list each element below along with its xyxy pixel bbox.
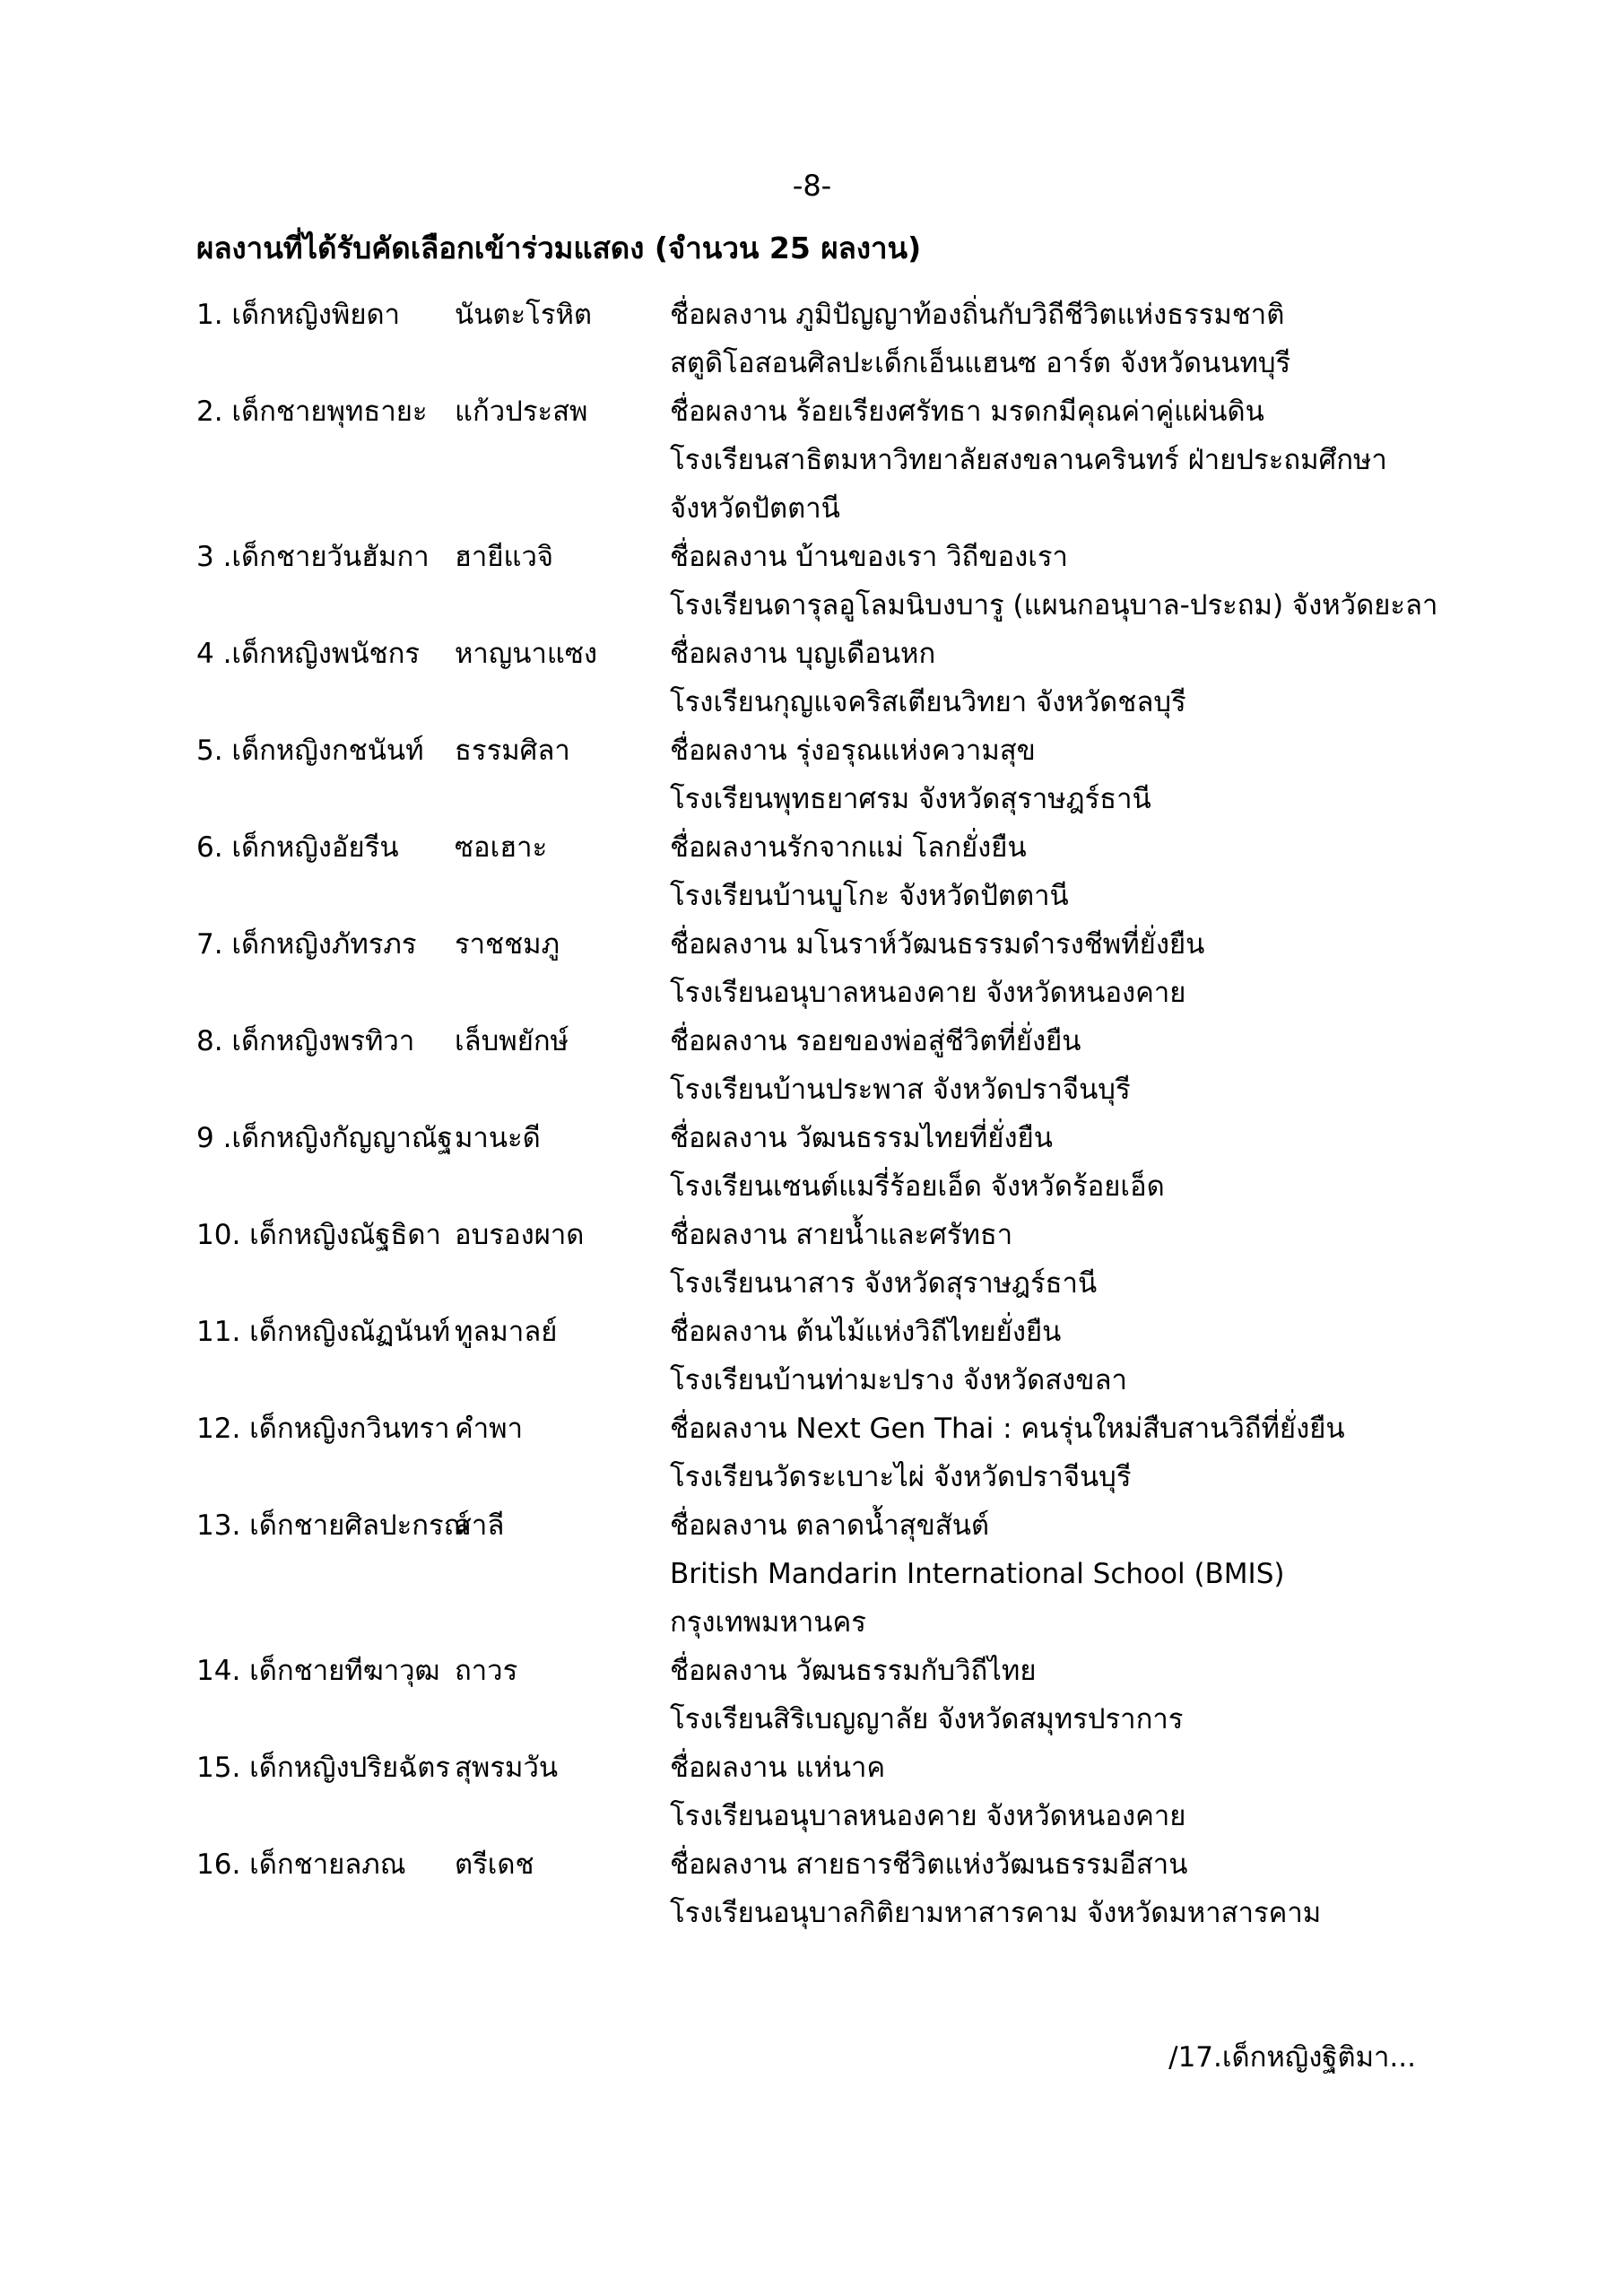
- entry-name: 5. เด็กหญิงกชนันท์: [196, 735, 424, 767]
- entry-name: 12. เด็กหญิงกวินทรา: [196, 1413, 450, 1445]
- entry-details: [670, 1211, 1470, 1308]
- work-title: ชื่อผลงาน สายน้ำและศรัทธา: [670, 1219, 1013, 1251]
- entry-details: [670, 1501, 1470, 1647]
- entry-name: 1. เด็กหญิงพิยดา: [196, 299, 401, 331]
- school-line: โรงเรียนนาสาร จังหวัดสุราษฎร์ธานี: [670, 1267, 1098, 1300]
- list-item: [196, 1501, 1470, 1647]
- entry-surname: อบรองผาด: [455, 1219, 585, 1251]
- work-title: ชื่อผลงาน บุญเดือนหก: [670, 638, 936, 670]
- entry-surname: ตรีเดช: [455, 1848, 534, 1881]
- entry-details: [670, 630, 1470, 726]
- entry-surname: ถาวร: [455, 1655, 518, 1687]
- entry-surname: นันตะโรหิต: [455, 299, 593, 331]
- list-item: [196, 1211, 1470, 1308]
- list-item: [196, 726, 1470, 823]
- entry-details: [670, 387, 1470, 533]
- school-line: โรงเรียนกุญแจคริสเตียนวิทยา จังหวัดชลบุรี: [670, 686, 1186, 718]
- work-title: ชื่อผลงาน ร้อยเรียงศรัทธา มรดกมีคุณค่าคู่แผ่นดิน: [670, 396, 1264, 428]
- list-item: [196, 1114, 1470, 1211]
- school-line: โรงเรียนสิริเบญญาลัย จังหวัดสมุทรปราการ: [670, 1703, 1184, 1735]
- work-title: ชื่อผลงาน สายธารชีวิตแห่งวัฒนธรรมอีสาน: [670, 1848, 1188, 1881]
- entry-details: [670, 1114, 1470, 1211]
- entry-name: 14. เด็กชายทีฆาวุฒ: [196, 1655, 440, 1687]
- list-item: [196, 1405, 1470, 1501]
- work-title: ชื่อผลงาน ต้นไม้แห่งวิถีไทยยั่งยืน: [670, 1316, 1062, 1348]
- entry-list: [196, 291, 1470, 1937]
- entry-details: [670, 1647, 1470, 1744]
- entry-details: [670, 726, 1470, 823]
- school-line: โรงเรียนบ้านประพาส จังหวัดปราจีนบุรี: [670, 1074, 1131, 1106]
- entry-surname: คำพา: [455, 1413, 523, 1445]
- work-title: ชื่อผลงาน วัฒนธรรมไทยที่ยั่งยืน: [670, 1122, 1053, 1154]
- list-item: [196, 1017, 1470, 1114]
- school-line: โรงเรียนบ้านบูโกะ จังหวัดปัตตานี: [670, 880, 1069, 912]
- entry-surname: ราชชมภู: [455, 928, 560, 961]
- entry-surname: หาญนาแซง: [455, 638, 598, 670]
- entry-name: 11. เด็กหญิงณัฏนันท์: [196, 1316, 451, 1348]
- entry-surname: ซอเฮาะ: [455, 831, 548, 864]
- entry-name: 2. เด็กชายพุทธายะ: [196, 396, 428, 428]
- entry-name: 8. เด็กหญิงพรทิวา: [196, 1025, 415, 1057]
- entry-details: [670, 1405, 1470, 1501]
- list-item: [196, 920, 1470, 1017]
- school-line: โรงเรียนวัดระเบาะไผ่ จังหวัดปราจีนบุรี: [670, 1461, 1132, 1493]
- school-line: โรงเรียนบ้านท่ามะปราง จังหวัดสงขลา: [670, 1364, 1127, 1396]
- school-line: โรงเรียนอนุบาลหนองคาย จังหวัดหนองคาย: [670, 977, 1186, 1009]
- work-title: ชื่อผลงาน มโนราห์วัฒนธรรมดำรงชีพที่ยั่งยืน: [670, 928, 1205, 961]
- list-item: [196, 1308, 1470, 1405]
- entry-name: 4 .เด็กหญิงพนัชกร: [196, 638, 420, 670]
- school-line: สตูดิโอสอนศิลปะเด็กเอ็นแฮนซ อาร์ต จังหวัดนนทบุรี: [670, 347, 1291, 379]
- list-item: [196, 533, 1470, 630]
- list-item: [196, 291, 1470, 387]
- entry-details: [670, 1308, 1470, 1405]
- entry-surname: ทูลมาลย์: [455, 1316, 558, 1348]
- work-title: ชื่อผลงาน ภูมิปัญญาท้องถิ่นกับวิถีชีวิตแห่งธรรมชาติ: [670, 299, 1285, 331]
- entry-name: 6. เด็กหญิงอัยรีน: [196, 831, 399, 864]
- entry-details: [670, 291, 1470, 387]
- list-item: [196, 387, 1470, 533]
- school-line: โรงเรียนอนุบาลกิติยามหาสารคาม จังหวัดมหาสารคาม: [670, 1897, 1322, 1929]
- work-title: ชื่อผลงาน รุ่งอรุณแห่งความสุข: [670, 735, 1036, 767]
- entry-details: [670, 1017, 1470, 1114]
- entry-details: [670, 533, 1470, 630]
- entry-details: [670, 1744, 1470, 1840]
- school-line: โรงเรียนอนุบาลหนองคาย จังหวัดหนองคาย: [670, 1800, 1186, 1832]
- page-number: -8-: [792, 169, 832, 203]
- entry-surname: ธรรมศิลา: [455, 735, 570, 767]
- school-line: กรุงเทพมหานคร: [670, 1606, 866, 1639]
- entry-details: [670, 920, 1470, 1017]
- work-title: ชื่อผลงานรักจากแม่ โลกยั่งยืน: [670, 831, 1027, 864]
- work-title: ชื่อผลงาน Next Gen Thai : คนรุ่นใหม่สืบสานวิถีที่ยั่งยืน: [670, 1413, 1345, 1445]
- list-item: [196, 630, 1470, 726]
- work-title: ชื่อผลงาน ตลาดน้ำสุขสันต์: [670, 1509, 990, 1542]
- entry-name: 3 .เด็กชายวันฮัมกา: [196, 541, 430, 573]
- entry-name: 15. เด็กหญิงปริยฉัตร: [196, 1752, 451, 1784]
- entry-details: [670, 823, 1470, 920]
- school-line: โรงเรียนเซนต์แมรี่ร้อยเอ็ด จังหวัดร้อยเอ็ด: [670, 1170, 1165, 1203]
- continuation-note: /17.เด็กหญิงฐิติมา...: [1168, 2041, 1416, 2074]
- entry-surname: สาลี: [455, 1509, 505, 1542]
- list-item: [196, 823, 1470, 920]
- entry-surname: แก้วประสพ: [455, 396, 588, 428]
- school-line: จังหวัดปัตตานี: [670, 492, 840, 525]
- entry-details: [670, 1840, 1470, 1937]
- entry-surname: ฮายีแวจิ: [455, 541, 554, 573]
- work-title: ชื่อผลงาน แห่นาค: [670, 1752, 886, 1784]
- school-line: British Mandarin International School (BMIS): [670, 1558, 1285, 1590]
- school-line: โรงเรียนดารุลอูโลมนิบงบารู (แผนกอนุบาล-ประถม) จังหวัดยะลา: [670, 589, 1438, 622]
- entry-name: 7. เด็กหญิงภัทรภร: [196, 928, 417, 961]
- entry-name: 10. เด็กหญิงณัฐธิดา: [196, 1219, 441, 1251]
- section-heading: ผลงานที่ได้รับคัดเลือกเข้าร่วมแสดง (จำนวน 25 ผลงาน): [196, 230, 922, 265]
- entry-name: 13. เด็กชายศิลปะกรณ์: [196, 1509, 470, 1542]
- entry-surname: สุพรมวัน: [455, 1752, 559, 1784]
- work-title: ชื่อผลงาน บ้านของเรา วิถีของเรา: [670, 541, 1068, 573]
- list-item: [196, 1840, 1470, 1937]
- work-title: ชื่อผลงาน รอยของพ่อสู่ชีวิตที่ยั่งยืน: [670, 1025, 1081, 1057]
- entry-name: 9 .เด็กหญิงกัญญาณัฐ: [196, 1122, 453, 1154]
- work-title: ชื่อผลงาน วัฒนธรรมกับวิถีไทย: [670, 1655, 1037, 1687]
- entry-surname: เล็บพยักษ์: [455, 1025, 569, 1057]
- entry-surname: มานะดี: [455, 1122, 541, 1154]
- school-line: โรงเรียนพุทธยาศรม จังหวัดสุราษฎร์ธานี: [670, 783, 1151, 815]
- list-item: [196, 1744, 1470, 1840]
- school-line: โรงเรียนสาธิตมหาวิทยาลัยสงขลานครินทร์ ฝ่ายประถมศึกษา: [670, 444, 1387, 476]
- list-item: [196, 1647, 1470, 1744]
- entry-name: 16. เด็กชายลภณ: [196, 1848, 406, 1881]
